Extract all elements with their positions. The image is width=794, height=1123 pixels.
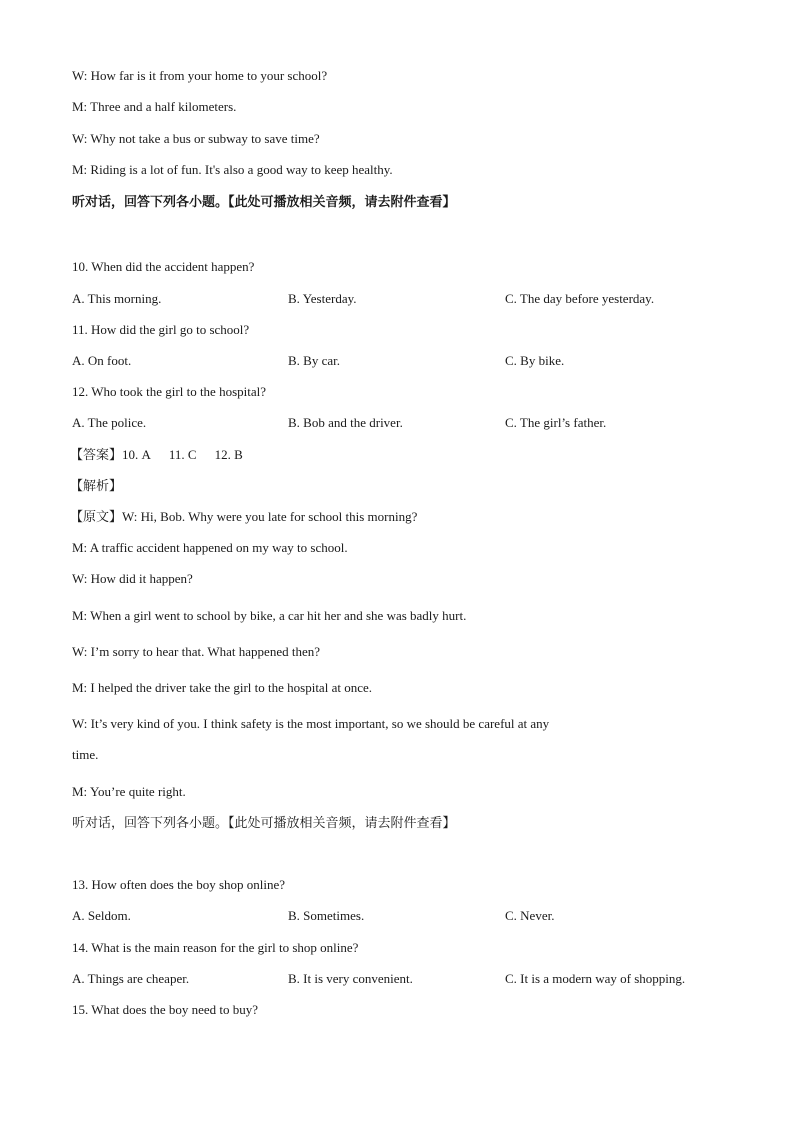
q13-option-b: B. Sometimes. xyxy=(288,908,365,923)
transcript-line: time. xyxy=(72,747,99,762)
transcript-first-line xyxy=(70,509,417,525)
answer-label: 【答案】 xyxy=(70,447,123,462)
question-11: 11. How did the girl go to school? xyxy=(72,322,250,337)
q14-option-c: C. It is a modern way of shopping. xyxy=(505,971,686,986)
answer-line xyxy=(70,447,243,463)
transcript-line: W: I’m sorry to hear that. What happened then? xyxy=(72,644,320,659)
transcript-line: W: It’s very kind of you. I think safety is the most important, so we should be careful at any xyxy=(72,716,550,731)
dialogue-line: W: Why not take a bus or subway to save time? xyxy=(72,131,320,146)
q14-option-a: A. Things are cheaper. xyxy=(72,971,190,986)
question-10: 10. When did the accident happen? xyxy=(72,259,255,274)
q11-option-a: A. On foot. xyxy=(72,353,132,368)
answer-12: 12. B xyxy=(214,447,243,462)
q12-option-c: C. The girl’s father. xyxy=(505,415,607,430)
instruction-text: 听对话，回答下列各小题。【此处可播放相关音频，请去附件查看】 xyxy=(72,815,456,830)
q10-option-c: C. The day before yesterday. xyxy=(505,291,655,306)
q11-option-b: B. By car. xyxy=(288,353,340,368)
transcript-line: W: How did it happen? xyxy=(72,571,193,586)
answer-11: 11. C xyxy=(168,447,197,462)
q12-option-a: A. The police. xyxy=(72,415,147,430)
analysis-label: 【解析】 xyxy=(70,478,123,493)
q12-option-b: B. Bob and the driver. xyxy=(288,415,403,430)
q13-option-c: C. Never. xyxy=(505,908,555,923)
transcript-line: M: A traffic accident happened on my way to school. xyxy=(72,540,348,555)
q10-option-a: A. This morning. xyxy=(72,291,162,306)
q13-option-a: A. Seldom. xyxy=(72,908,131,923)
transcript-line: M: When a girl went to school by bike, a car hit her and she was badly hurt. xyxy=(72,608,467,623)
question-12: 12. Who took the girl to the hospital? xyxy=(72,384,267,399)
instruction-text: 听对话，回答下列各小题。【此处可播放相关音频，请去附件查看】 xyxy=(72,194,456,209)
question-14: 14. What is the main reason for the girl to shop online? xyxy=(72,940,359,955)
dialogue-line: W: How far is it from your home to your school? xyxy=(72,68,328,83)
transcript-line: W: Hi, Bob. Why were you late for school this morning? xyxy=(122,509,418,524)
transcript-label: 【原文】 xyxy=(70,509,123,524)
dialogue-line: M: Riding is a lot of fun. It's also a good way to keep healthy. xyxy=(72,162,393,177)
answer-10: 10. A xyxy=(122,447,151,462)
question-15: 15. What does the boy need to buy? xyxy=(72,1002,259,1017)
question-13: 13. How often does the boy shop online? xyxy=(72,877,286,892)
dialogue-line: M: Three and a half kilometers. xyxy=(72,99,237,114)
q14-option-b: B. It is very convenient. xyxy=(288,971,413,986)
transcript-line: M: I helped the driver take the girl to the hospital at once. xyxy=(72,680,372,695)
transcript-line: M: You’re quite right. xyxy=(72,784,186,799)
q11-option-c: C. By bike. xyxy=(505,353,565,368)
q10-option-b: B. Yesterday. xyxy=(288,291,357,306)
